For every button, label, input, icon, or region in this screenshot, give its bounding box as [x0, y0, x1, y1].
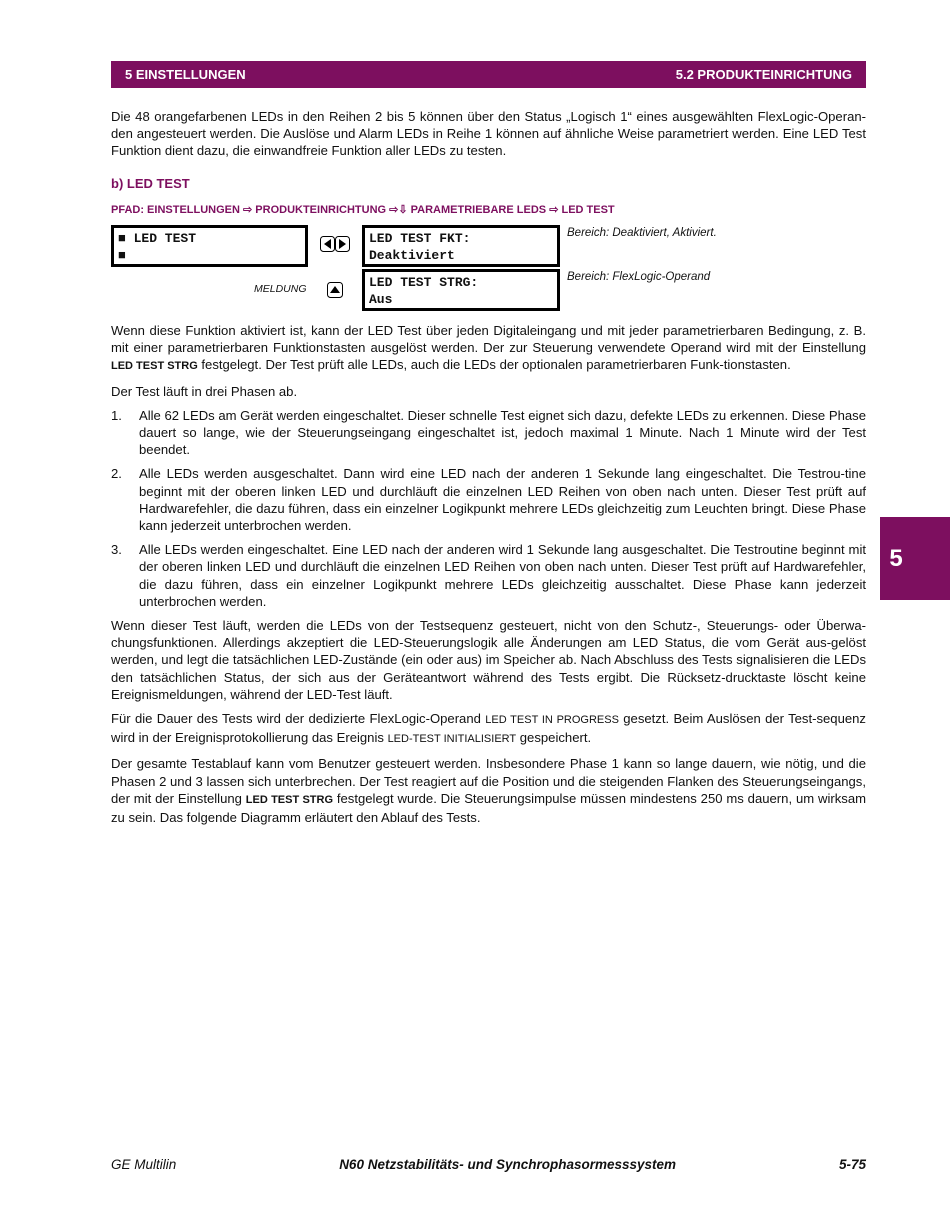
page-footer: [111, 1157, 866, 1172]
list-item: 1. Alle 62 LEDs am Gerät werden eingeschaltet. Dieser schnelle Test eignet sich dazu, defekte LEDs zu erkennen. Diese Phase dauert so lange, wie der Steuerungseingang eingeschaltet ist, jedoch maximal 1 Minute. Nach 1 Minute wird der Test beendet.: [111, 407, 866, 458]
paragraph: Für die Dauer des Tests wird der dedizierte FlexLogic-Operand LED TEST IN PROGRESS gesetzt. Beim Auslösen der Test-sequenz wird in der Ereignisprotokollierung das Ereignis LED-TEST INITIALISIERT gespeichert.: [111, 711, 866, 746]
path-segment: PARAMETRIEBARE LEDS: [410, 204, 547, 216]
list-item: 3. Alle LEDs werden eingeschaltet. Eine LED nach der anderen wird 1 Sekunde lang ausgeschaltet. Die Testroutine beginnt mit der oberen linken LED und durchläuft die einzelnen LED Reihen von oben nach unten. Dieser Test prüft auf Hardwarefehler, die dazu führen, dass ein einzelner Logikpunkt mehrere LEDs gleichzeitig ausschaltet. Diese Phase kann jederzeit unterbrochen werden.: [111, 542, 866, 609]
paragraph: Der Test läuft in drei Phasen ab.: [111, 383, 298, 399]
intro-block: [111, 108, 866, 167]
range-note: Bereich: Deaktiviert, Aktiviert.: [567, 227, 717, 239]
up-arrow-icon: [327, 282, 343, 303]
chapter-side-tab: 5: [880, 517, 950, 600]
path-arrow-icon: ⇨: [243, 204, 253, 216]
section-title-header: 5.2 PRODUKTEINRICHTUNG: [675, 67, 852, 82]
chapter-header-bar: [111, 61, 866, 88]
path-segment: PRODUKTEINRICHTUNG: [255, 204, 387, 216]
path-segment: LED TEST: [561, 204, 615, 216]
list-item: 2. Alle LEDs werden ausgeschaltet. Dann wird eine LED nach der anderen 1 Sekunde lang eingeschaltet. Die Testrou-tine beginnt mit der oberen linken LED und durchläuft die einzelnen LED Reihen von oben nach unten. Dieser Test prüft auf Hardwarefehler, die dazu führen, dass ein einzelner Logikpunkt mehrere LEDs gleichzeitig zum Leuchten bringt. Diese Phase kann jederzeit unterbrochen werden.: [111, 466, 866, 534]
path-arrow-icon: ⇨⇩: [389, 204, 408, 216]
page-number: 5-75: [838, 1157, 866, 1172]
setting-display-led-test-strg: LED TEST STRG: Aus: [362, 269, 560, 311]
phase-list: [111, 407, 866, 610]
paragraph: Der gesamte Testablauf kann vom Benutzer gesteuert werden. Insbesondere Phase 1 kann so lange dauern, wie nötig, und die Phasen 2 und 3 lassen sich unterbrechen. Der Test reagiert auf die Position und die steigenden Flanken des Steuerungseingangs, der mit der Einstellung LED TEST STRG festgelegt wurde. Die Steuerungsimpulse müssen mindestens 250 ms dauern, um wirksam zu sein. Das folgende Diagramm erläutert den Ablauf des Tests.: [111, 756, 867, 826]
menu-path: [111, 203, 615, 216]
path-arrow-icon: ⇨: [549, 204, 559, 216]
chapter-title: 5 EINSTELLUNGEN: [125, 67, 246, 82]
message-label: MELDUNG: [254, 283, 307, 295]
paragraph: Wenn diese Funktion aktiviert ist, kann der LED Test über jeden Digitaleingang und mit jeder parametrierbaren Bedingung, z. B. mit einer parametrierbaren Funktionstasten ausgelöst werden. Der zur Steuerung verwendete Operand wird mit der Einstellung LED TEST STRG festgelegt. Der Test prüft alle LEDs, auch die LEDs der optionalen parametrierbaren Funk-tionstasten.: [111, 323, 866, 373]
range-note: Bereich: FlexLogic-Operand: [567, 271, 711, 283]
footer-company: GE Multilin: [111, 1157, 177, 1172]
body-text: [111, 322, 866, 833]
footer-document-title: N60 Netzstabilitäts- und Synchrophasormesssystem: [339, 1157, 677, 1172]
intro-paragraph: Die 48 orangefarbenen LEDs in den Reihen 2 bis 5 können über den Status „Logisch 1“ eines ausgewählten FlexLogic-Operan-den angesteuert werden. Die Auslöse und Alarm LEDs in Reihe 1 können auf ähnliche Weise parametriert werden. Eine LED Test Funktion dient dazu, die einwandfreie Funktion aller LEDs zu testen.: [111, 109, 866, 159]
subsection-heading: b) LED TEST: [111, 176, 190, 191]
paragraph: Wenn dieser Test läuft, werden die LEDs von der Testsequenz gesteuert, nicht von den Schutz-, Steuerungs- oder Überwa-chungsfunktionen. Allerdings akzeptiert die LED-Steuerungslogik alle Änderungen am LED Status, die vom Gerät aus-gelöst werden, und legt die tatsächlichen LED-Zustände (ein oder aus) im Speicher ab. Nach Abschluss des Tests signalisieren die LEDs den tatsächlichen Status, der sich aus der Geräteantwort während des Tests ergibt. Die Rücksetz-drucktaste löscht keine Ereignismeldungen, während der LED-Test läuft.: [111, 618, 866, 702]
setting-display-led-test-fkt: LED TEST FKT: Deaktiviert: [362, 225, 560, 267]
menu-display-left: ■ LED TEST ■: [111, 225, 308, 267]
left-right-arrows-icon: [320, 236, 350, 257]
path-segment: PFAD: EINSTELLUNGEN: [111, 204, 240, 216]
